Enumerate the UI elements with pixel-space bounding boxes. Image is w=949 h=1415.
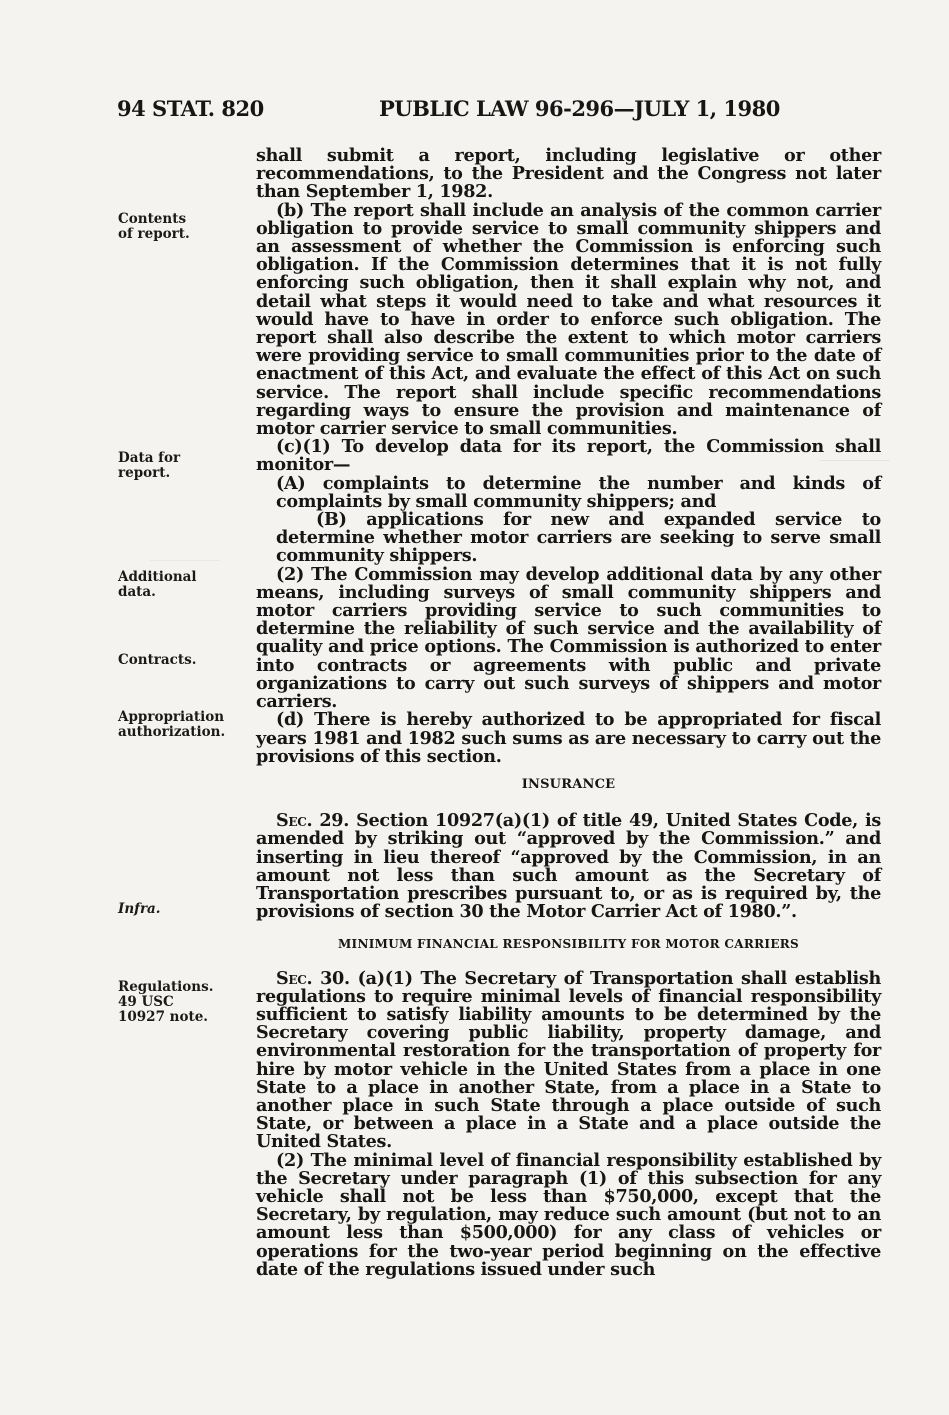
margin-note-contents: Contents of report.	[118, 211, 190, 242]
section-30-a1	[256, 967, 881, 1153]
margin-note-contracts: Contracts.	[118, 652, 197, 668]
paragraph-report-deadline: shall submit a report, including legislative or other recommendations, to the President and the Congress not later than September 1, 1982.	[256, 145, 881, 203]
paragraph-c1-b	[256, 511, 881, 566]
paragraph-c1-b-text: (B) applications for new and expanded service to determine whether motor carriers are seeking to serve small community shippers.	[276, 509, 881, 567]
margin-note-regulations: Regulations. 49 USC 10927 note.	[118, 979, 214, 1025]
paragraph-c1-a	[256, 472, 881, 512]
section-heading-insurance: INSURANCE	[521, 776, 616, 792]
section-29-text: Section 10927(a)(1) of title 49, United States Code, is amended by striking out “approved by the Commission.” and inserting in lieu thereof “approved by the Commission, in an amount not less than such amount as the Secretary of Transportation prescribes pursuant to, or as is required by, the provisions of section 30 the Motor Carrier Act of 1980.”.	[256, 810, 881, 923]
paragraph-c1: (c)(1) To develop data for its report, the Commission shall monitor—	[256, 436, 881, 476]
paragraph-c2: (2) The Commission may develop additional data by any other means, including surveys of small community shippers and motor carriers providing service to such communities to determine the reliability of such service and the availability of quality and price options. The Commission is authorized to enter into contracts or agreements with public and private organizations to carry out such surveys of shippers and motor carriers.	[256, 563, 881, 713]
margin-note-infra: Infra.	[118, 901, 161, 917]
section-30-a2: (2) The minimal level of financial responsibility established by the Secretary under paragraph (1) of this subsection for any vehicle shall not be less than $750,000, except that the Secretary, by regulation, may reduce such amount (but not to an amount less than $500,000) for any class of vehicles or operations for the two-year period beginning on the effective date of the regulations issued under such	[256, 1149, 881, 1280]
body-text	[256, 147, 881, 1279]
paragraph-b: (b) The report shall include an analysis of the common carrier obligation to provide service to small community shippers and an assessment of whether the Commission is enforcing such obligation. If the Commission determines that it is not fully enforcing such obligation, then it shall explain why not, and detail what steps it would need to take and what resources it would have to have in order to enforce such obligation. The report shall also describe the extent to which motor carriers were providing service to small communities prior to the date of enactment of this Act, and evaluate the effect of this Act on such service. The report shall include specific recommendations regarding ways to ensure the provision and maintenance of motor carrier service to small communities.	[256, 199, 881, 440]
section-30-a1-text: (a)(1) The Secretary of Transportation shall establish regulations to require minimal levels of financial responsibility sufficient to satisfy liability amounts to be determined by the Secretary covering public liability, property damage, and environmental restoration for the transportation of property for hire by motor vehicle in the United States from a place in one State to a place in another State, from a place in a State to another place in such State through a place outside of such State, or between a place in a State and a place outside the United States.	[256, 967, 881, 1153]
paragraph-c1-a-text: (A) complaints to determine the number and kinds of complaints by small community shippers; and	[276, 472, 881, 512]
running-title: PUBLIC LAW 96-296—JULY 1, 1980	[379, 96, 780, 121]
section-30-label: Sec. 30.	[276, 967, 350, 989]
margin-note-appropriation: Appropriation authorization.	[118, 709, 226, 740]
margin-note-data-for-report: Data for report.	[118, 450, 181, 481]
section-29-label: Sec. 29.	[276, 810, 350, 832]
paragraph-d: (d) There is hereby authorized to be appropriated for fiscal years 1981 and 1982 such sums as are necessary to carry out the provisions of this section.	[256, 709, 881, 767]
section-29	[256, 812, 881, 921]
page-header	[117, 96, 887, 128]
page-number: 94 STAT. 820	[117, 96, 264, 121]
margin-note-additional-data: Additional data.	[118, 569, 197, 600]
section-heading-minimum-financial: MINIMUM FINANCIAL RESPONSIBILITY FOR MOTOR CARRIERS	[337, 937, 800, 952]
